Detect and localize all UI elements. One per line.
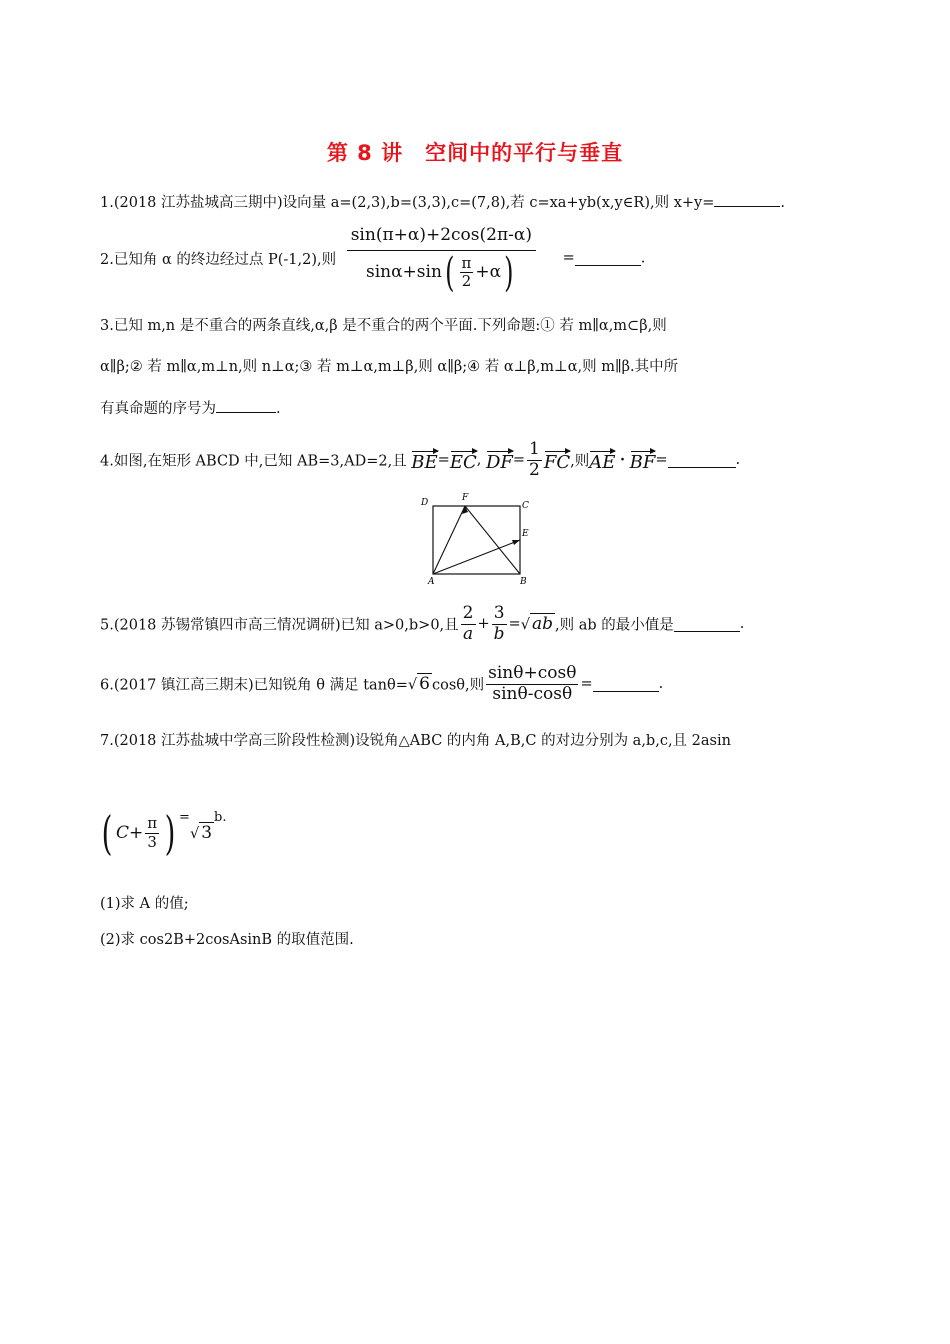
label-d: D	[421, 498, 429, 508]
left-paren: (	[445, 249, 455, 296]
label-e: E	[522, 529, 529, 539]
label-c: C	[522, 501, 529, 511]
b-part: b.	[214, 810, 227, 825]
answer-blank	[714, 192, 780, 207]
question-2-prefix: 2.已知角 α 的终边经过点 P(-1,2),则	[100, 251, 337, 268]
question-7-sub-2: (2)求 cos2B+2cosAsinB 的取值范围.	[100, 932, 354, 948]
three-over-b	[492, 604, 507, 644]
segment-bf	[465, 506, 520, 574]
pi-numerator: π	[147, 814, 158, 833]
eq-sign: =	[655, 452, 668, 469]
pi-over-three	[145, 815, 159, 851]
vector-df: DF	[486, 448, 513, 473]
dot-product: ·	[620, 451, 626, 469]
question-7-sub-1: (1)求 A 的值;	[100, 896, 189, 912]
one-half-den: 2	[529, 459, 540, 480]
left-paren: (	[101, 806, 113, 860]
question-2-denominator	[364, 249, 519, 296]
frac-num: 3	[493, 603, 505, 623]
question-4-prefix: 4.如图,在矩形 ABCD 中,已知 AB=3,AD=2,且	[100, 453, 407, 470]
eq-sign: =	[437, 452, 450, 469]
sqrt-icon: √	[520, 617, 530, 634]
question-6-mid: cosθ,则	[431, 677, 485, 694]
eq-sign: =	[580, 676, 593, 693]
frac-den: a	[463, 623, 474, 644]
question-2-den-prefix: sinα+sin	[365, 261, 442, 282]
question-2-numerator: sin(π+α)+2cos(2π-α)	[347, 224, 536, 251]
c-plus: C+	[115, 823, 144, 843]
sqrt-icon: √	[189, 826, 200, 842]
radicand: 3	[201, 823, 213, 843]
question-6-fraction	[486, 664, 578, 704]
question-1: 1.(2018 江苏盐城高三期中)设向量 a=(2,3),b=(3,3),c=(7,8),若 c=xa+yb(x,y∈R),则 x+y= .	[100, 192, 785, 213]
answer-blank	[674, 617, 740, 632]
question-6: 6.(2017 镇江高三期末)已知锐角 θ 满足 tanθ=√ 6 cosθ,则 $\frac{\sin\theta+\cos\theta}{\sin\theta-\cos\theta}$ = .	[100, 663, 664, 704]
right-paren: )	[504, 249, 514, 296]
question-6-numerator: sinθ+cosθ	[488, 663, 577, 683]
question-3-line-2: α∥β;② 若 m∥α,m⊥n,则 n⊥α;③ 若 m⊥α,m⊥β,则 α∥β;④ 若 α⊥β,m⊥α,则 m∥β.其中所	[100, 359, 679, 375]
question-2-eq: =	[562, 250, 575, 267]
page-title: 第 8 讲 空间中的平行与垂直	[326, 141, 624, 165]
rectangle-figure	[418, 488, 538, 588]
pi-numerator: π	[461, 253, 472, 272]
question-3-line-3: 有真命题的序号为 .	[100, 398, 281, 419]
two-over-a	[461, 604, 476, 644]
label-f: F	[462, 493, 469, 503]
sqrt-icon: √	[407, 677, 418, 694]
radicand: 6	[419, 674, 430, 695]
two-denominator: 2	[461, 272, 472, 291]
question-4: 4.如图,在矩形 ABCD 中,已知 AB=3,AD=2,且 BE=EC, DF= $\frac{1}{2}$ FC,则AE · BF= .	[100, 439, 741, 480]
answer-blank	[593, 677, 659, 692]
label-b: B	[520, 577, 527, 587]
question-2-den-suffix: +α	[475, 261, 502, 282]
vector-be: BE	[411, 448, 437, 473]
sqrt-six	[408, 674, 432, 694]
vector-ec: EC	[450, 448, 477, 473]
sqrt-three	[190, 823, 214, 843]
question-3-line-1: 3.已知 m,n 是不重合的两条直线,α,β 是不重合的两个平面.下列命题:① 若 m∥α,m⊂β,则	[100, 318, 667, 334]
rectangle-abcd	[433, 506, 520, 574]
question-7-line-1: 7.(2018 江苏盐城中学高三阶段性检测)设锐角△ABC 的内角 A,B,C 的对边分别为 a,b,c,且 2asin	[100, 733, 731, 749]
question-4-mid: ,则	[570, 453, 590, 470]
question-5-suffix: ,则 ab 的最小值是	[554, 617, 674, 634]
question-1-text: 1.(2018 江苏盐城高三期中)设向量 a=(2,3),b=(3,3),c=(7,8),若 c=xa+yb(x,y∈R),则 x+y=	[100, 195, 715, 211]
one-half-num: 1	[529, 439, 540, 459]
question-7-formula	[98, 806, 227, 860]
vector-bf: BF	[630, 448, 656, 473]
question-2: 2.已知角 α 的终边经过点 P(-1,2),则 sin(π+α)+2cos(2π-α) sinα+sin ( $\frac{\pi}{2}$ +α ) = .	[100, 225, 646, 296]
question-2-fraction	[347, 224, 536, 296]
question-3-text: 有真命题的序号为	[100, 401, 216, 417]
sqrt-ab	[521, 614, 555, 634]
radicand: ab	[531, 614, 553, 635]
question-6-prefix: 6.(2017 镇江高三期末)已知锐角 θ 满足 tanθ=	[100, 677, 408, 694]
frac-den: b	[493, 623, 505, 644]
label-a: A	[428, 577, 435, 587]
three-denominator: 3	[147, 832, 157, 851]
question-6-denominator: sinθ-cosθ	[492, 683, 573, 704]
answer-blank	[575, 251, 641, 266]
eq-sign: =	[179, 810, 190, 825]
answer-blank	[668, 453, 736, 468]
pi-over-two	[460, 255, 474, 291]
comma: ,	[476, 452, 482, 469]
answer-blank	[216, 398, 276, 413]
right-paren: )	[164, 806, 176, 860]
vector-ae: AE	[589, 448, 615, 473]
eq-sign: =	[512, 452, 526, 469]
plus-sign: +	[477, 616, 490, 633]
arrow-head-e	[512, 540, 520, 545]
frac-num: 2	[462, 603, 474, 623]
vector-fc: FC	[544, 448, 570, 473]
eq-sign: =	[508, 616, 521, 633]
question-5-prefix: 5.(2018 苏锡常镇四市高三情况调研)已知 a>0,b>0,且	[100, 617, 459, 634]
question-5: 5.(2018 苏锡常镇四市高三情况调研)已知 a>0,b>0,且 $\frac{2}{a}$ + $\frac{3}{b}$ =√ ab ,则 ab 的最小值是 .	[100, 603, 745, 644]
one-half	[527, 440, 542, 480]
